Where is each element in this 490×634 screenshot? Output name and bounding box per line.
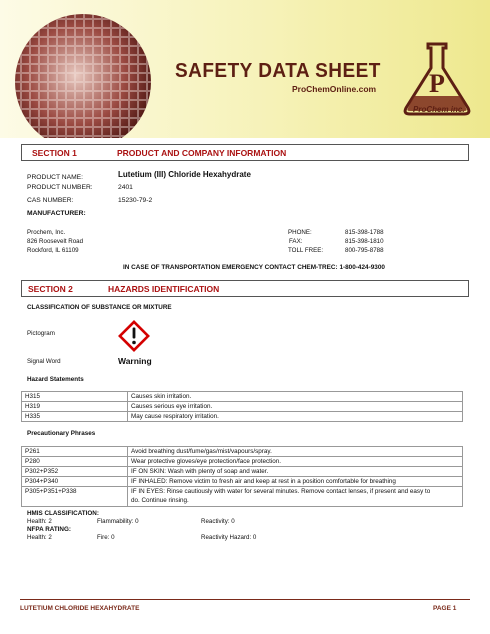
phone-label: PHONE: bbox=[288, 229, 312, 236]
footer-page-number: PAGE 1 bbox=[433, 605, 457, 612]
hazard-text: Causes skin irritation. bbox=[128, 392, 463, 402]
exclamation-mark-hazard-icon bbox=[117, 319, 151, 353]
hazard-statements-heading: Hazard Statements bbox=[27, 376, 84, 383]
cas-number-value: 15230-79-2 bbox=[118, 197, 153, 204]
hmis-reactivity: Reactivity: 0 bbox=[201, 518, 235, 525]
signal-word-value: Warning bbox=[118, 356, 152, 366]
periodic-globe-image bbox=[3, 10, 159, 138]
fax-label: FAX: bbox=[289, 238, 303, 245]
hazard-code: H335 bbox=[22, 412, 128, 422]
hmis-heading: HMIS CLASSIFICATION: bbox=[27, 510, 99, 517]
manufacturer-label: MANUFACTURER: bbox=[27, 210, 86, 217]
section-2-number: SECTION 2 bbox=[28, 284, 73, 294]
table-row bbox=[22, 487, 463, 507]
document-title: SAFETY DATA SHEET bbox=[175, 60, 381, 82]
product-name-value: Lutetium (III) Chloride Hexahydrate bbox=[118, 170, 251, 179]
section-1-header bbox=[21, 144, 469, 161]
hazard-statements-table bbox=[21, 391, 463, 422]
table-row bbox=[22, 402, 463, 412]
table-row bbox=[22, 457, 463, 467]
fax-value: 815-398-1810 bbox=[345, 238, 384, 245]
emergency-contact: IN CASE OF TRANSPORTATION EMERGENCY CONTACT CHEM-TREC: 1-800-424-9300 bbox=[123, 264, 385, 271]
precaution-text: IF INHALED: Remove victim to fresh air and keep at rest in a position comfortable for breathing bbox=[128, 477, 463, 487]
svg-text:P: P bbox=[429, 69, 445, 98]
tollfree-label: TOLL FREE: bbox=[288, 247, 324, 254]
logo-text: ProChem inc. bbox=[413, 105, 465, 114]
precaution-code: P261 bbox=[22, 447, 128, 457]
company-address-1: 826 Roosevelt Road bbox=[27, 238, 84, 245]
precaution-text: IF ON SKIN: Wash with plenty of soap and water. bbox=[128, 467, 463, 477]
hazard-code: H315 bbox=[22, 392, 128, 402]
precaution-text: Avoid breathing dust/fume/gas/mist/vapours/spray. bbox=[128, 447, 463, 457]
nfpa-health: Health: 2 bbox=[27, 534, 52, 541]
section-2-title: HAZARDS IDENTIFICATION bbox=[108, 284, 220, 294]
website-link[interactable]: ProChemOnline.com bbox=[292, 84, 377, 94]
precaution-text-continued: do. Continue rinsing. bbox=[131, 497, 189, 504]
nfpa-reactivity: Reactivity Hazard: 0 bbox=[201, 534, 257, 541]
phone-value: 815-398-1788 bbox=[345, 229, 384, 236]
hmis-health: Health: 2 bbox=[27, 518, 52, 525]
table-row bbox=[22, 467, 463, 477]
table-row bbox=[22, 447, 463, 457]
precaution-code: P302+P352 bbox=[22, 467, 128, 477]
nfpa-fire: Fire: 0 bbox=[97, 534, 115, 541]
header-banner bbox=[0, 0, 490, 138]
precaution-text: IF IN EYES: Rinse cautiously with water for several minutes. Remove contact lenses, if present and easy to bbox=[131, 488, 431, 495]
hmis-flammability: Flammability: 0 bbox=[97, 518, 139, 525]
classification-heading: CLASSIFICATION OF SUBSTANCE OR MIXTURE bbox=[27, 304, 172, 311]
precaution-code: P305+P351+P338 bbox=[22, 487, 128, 507]
precaution-code: P280 bbox=[22, 457, 128, 467]
table-row bbox=[22, 392, 463, 402]
table-row bbox=[22, 477, 463, 487]
precautionary-phrases-heading: Precautionary Phrases bbox=[27, 430, 96, 437]
precaution-text-cell bbox=[128, 487, 463, 507]
precaution-code: P304+P340 bbox=[22, 477, 128, 487]
nfpa-heading: NFPA RATING: bbox=[27, 526, 71, 533]
section-2-header bbox=[21, 280, 469, 297]
hazard-code: H319 bbox=[22, 402, 128, 412]
table-row bbox=[22, 412, 463, 422]
section-1-title: PRODUCT AND COMPANY INFORMATION bbox=[117, 148, 287, 158]
precautionary-phrases-table bbox=[21, 446, 463, 507]
signal-word-label: Signal Word bbox=[27, 358, 61, 365]
company-name: Prochem, Inc. bbox=[27, 229, 66, 236]
footer-divider bbox=[20, 599, 470, 600]
company-address-2: Rockford, IL 61109 bbox=[27, 247, 79, 254]
section-1-number: SECTION 1 bbox=[32, 148, 77, 158]
product-name-label: PRODUCT NAME: bbox=[27, 174, 83, 181]
footer-product-name: LUTETIUM CHLORIDE HEXAHYDRATE bbox=[20, 605, 140, 612]
precaution-text: Wear protective gloves/eye protection/face protection. bbox=[128, 457, 463, 467]
product-number-label: PRODUCT NUMBER: bbox=[27, 184, 93, 191]
tollfree-value: 800-795-8788 bbox=[345, 247, 384, 254]
cas-number-label: CAS NUMBER: bbox=[27, 197, 74, 204]
hazard-text: May cause respiratory irritation. bbox=[128, 412, 463, 422]
hazard-text: Causes serious eye irritation. bbox=[128, 402, 463, 412]
product-number-value: 2401 bbox=[118, 184, 133, 191]
pictogram-label: Pictogram bbox=[27, 330, 55, 337]
